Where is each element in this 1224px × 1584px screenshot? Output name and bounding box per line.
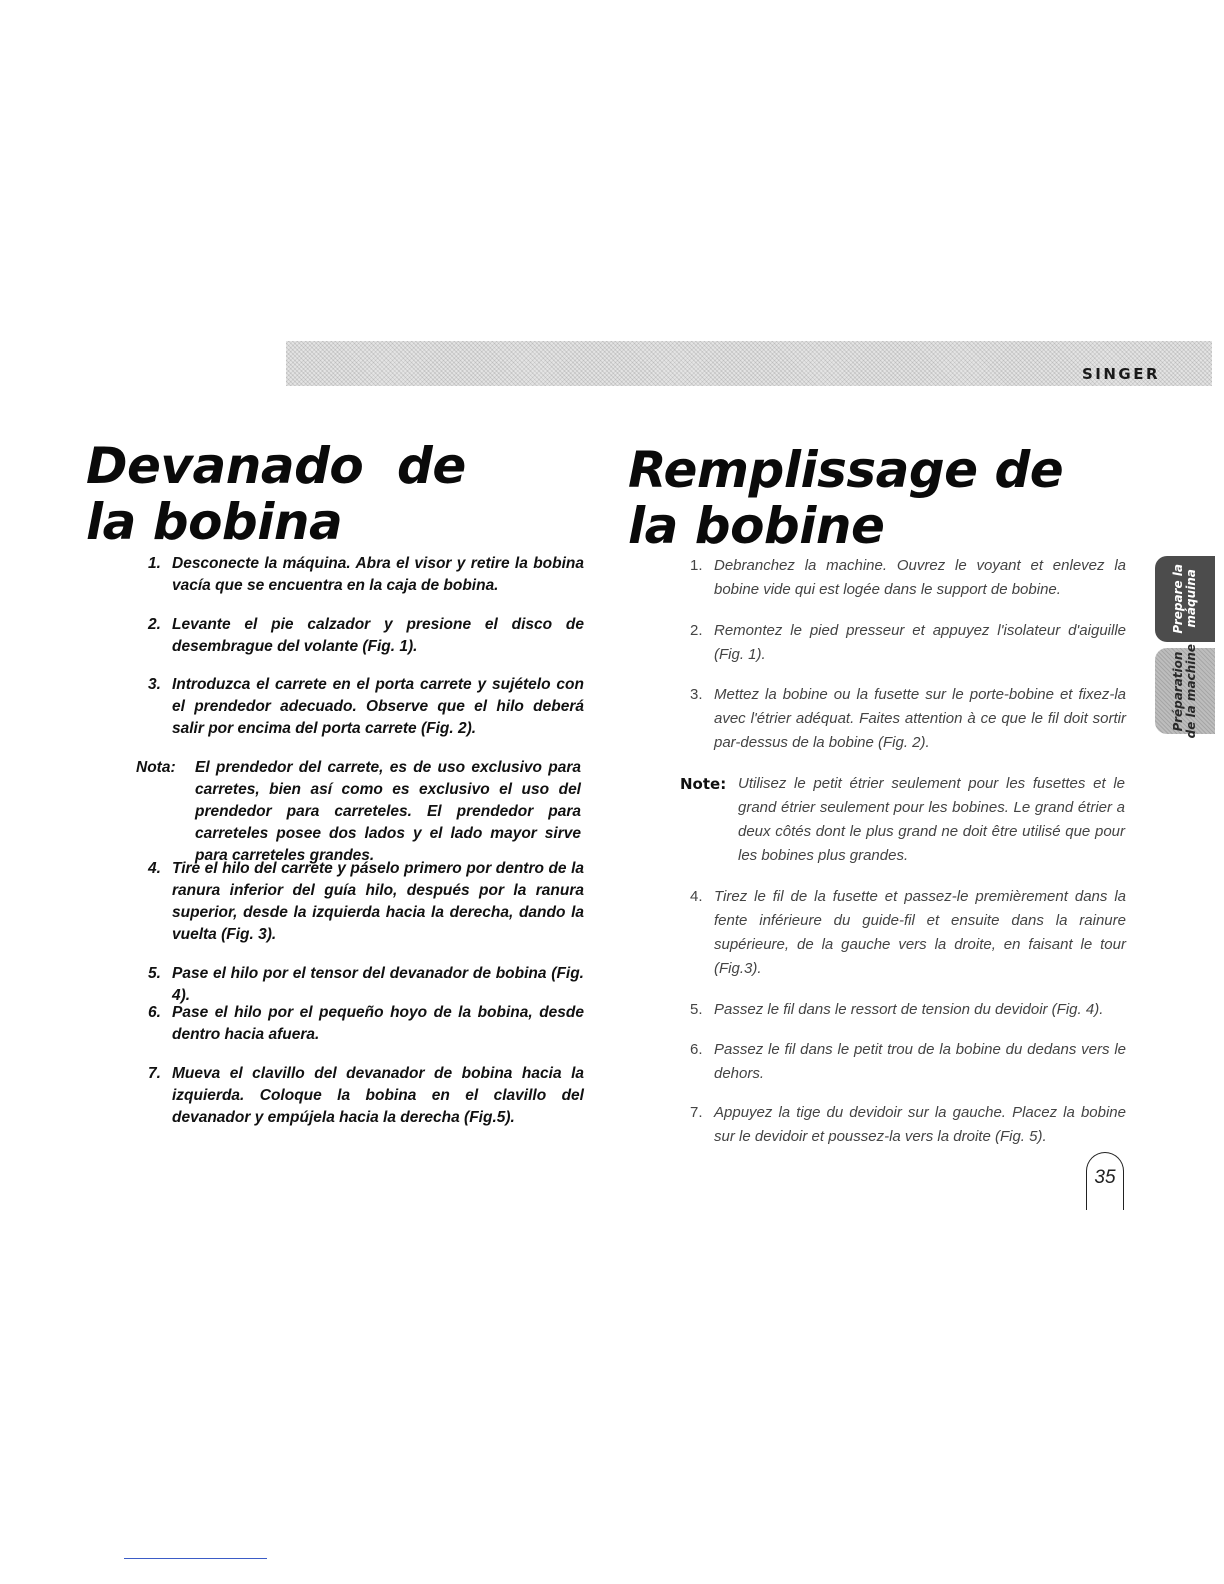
- step-number: 6.: [690, 1041, 703, 1058]
- step-text: Mueva el clavillo del devanador de bobina hacia la izquierda. Coloque la bobina en el clavillo del devanador y empújela hacia la derecha (Fig.5).: [172, 1065, 584, 1126]
- step-text: Passez le fil dans le petit trou de la bobine du dedans vers le dehors.: [714, 1041, 1126, 1082]
- spanish-title: [86, 438, 586, 550]
- step-text: Debranchez la machine. Ouvrez le voyant et enlevez la bobine vide qui est logée dans le support de bobine.: [714, 557, 1126, 598]
- step-text: Mettez la bobine ou la fusette sur le porte-bobine et fixez-la avec l'étrier adéquat. Faites attention à ce que le fil doit sortir par-dessus de la bobine (Fig. 2).: [714, 686, 1126, 751]
- note-label: Nota:: [136, 759, 176, 776]
- step-number: 1.: [148, 555, 161, 572]
- step-number: 2.: [148, 616, 161, 633]
- french-title-line: la bobine: [628, 497, 885, 555]
- tab-label-line: Prepare la: [1171, 564, 1185, 634]
- tab-label-line: Préparation: [1171, 651, 1185, 731]
- step-number: 1.: [690, 557, 703, 574]
- step-text: Appuyez la tige du devidoir sur la gauche. Placez la bobine sur le devidoir et poussez-la vers la droite (Fig. 5).: [714, 1104, 1126, 1145]
- header-banner: [286, 341, 1212, 386]
- step-text: Pase el hilo por el tensor del devanador de bobina (Fig. 4).: [172, 965, 584, 1004]
- step-number: 6.: [148, 1004, 161, 1021]
- step-text: Tire el hilo del carrete y páselo primero por dentro de la ranura inferior del guía hilo, después por la ranura superior, desde la izquierda hacia la derecha, dando la vuelta (Fig. 3).: [172, 860, 584, 943]
- spanish-title-line: Devanado de: [86, 437, 466, 495]
- note-text: Utilisez le petit étrier seulement pour les fusettes et le grand étrier seulement pour les bobines. Le grand étrier a deux côtés dont le plus grand ne doit être utilisé que pour les bobines plus grandes.: [738, 775, 1125, 864]
- note-text: El prendedor del carrete, es de uso exclusivo para carretes, bien así como es exclusivo el uso del prendedor para carreteles. El prendedor para carreteles posee dos lados y el lado mayor sirve para carreteles grandes.: [195, 759, 581, 864]
- step-number: 2.: [690, 622, 703, 639]
- tab-label-line: de la machine: [1184, 643, 1198, 739]
- footer-rule: [124, 1558, 267, 1559]
- step-text: Introduzca el carrete en el porta carrete y sujételo con el prendedor adecuado. Observe que el hilo deberá salir por encima del porta carrete (Fig. 2).: [172, 676, 584, 737]
- step-number: 5.: [148, 965, 161, 982]
- french-title: [628, 442, 1148, 554]
- step-number: 7.: [690, 1104, 703, 1121]
- step-text: Desconecte la máquina. Abra el visor y retire la bobina vacía que se encuentra en la caja de bobina.: [172, 555, 584, 594]
- note-label: Note:: [680, 775, 727, 793]
- spanish-title-line: la bobina: [86, 493, 343, 551]
- brand-logo: SINGER: [1081, 365, 1160, 383]
- step-number: 5.: [690, 1001, 703, 1018]
- step-number: 3.: [690, 686, 703, 703]
- section-tab-spanish[interactable]: [1155, 556, 1215, 642]
- step-text: Pase el hilo por el pequeño hoyo de la bobina, desde dentro hacia afuera.: [172, 1004, 584, 1043]
- step-number: 3.: [148, 676, 161, 693]
- step-text: Passez le fil dans le ressort de tension du devidoir (Fig. 4).: [714, 1001, 1104, 1018]
- step-number: 4.: [690, 888, 703, 905]
- step-number: 7.: [148, 1065, 161, 1082]
- page-number: 35: [1086, 1152, 1124, 1210]
- step-text: Remontez le pied presseur et appuyez l'isolateur d'aiguille (Fig. 1).: [714, 622, 1126, 663]
- tab-label-line: máquina: [1184, 569, 1198, 629]
- french-title-line: Remplissage de: [628, 441, 1064, 499]
- step-text: Levante el pie calzador y presione el disco de desembrague del volante (Fig. 1).: [172, 616, 584, 655]
- step-text: Tirez le fil de la fusette et passez-le premièrement dans la fente inférieure du guide-fil et ensuite dans la rainure supérieure, de la gauche vers la droite, en faisant le tour (Fig.3).: [714, 888, 1126, 977]
- section-tab-french[interactable]: [1155, 643, 1215, 739]
- step-number: 4.: [148, 860, 161, 877]
